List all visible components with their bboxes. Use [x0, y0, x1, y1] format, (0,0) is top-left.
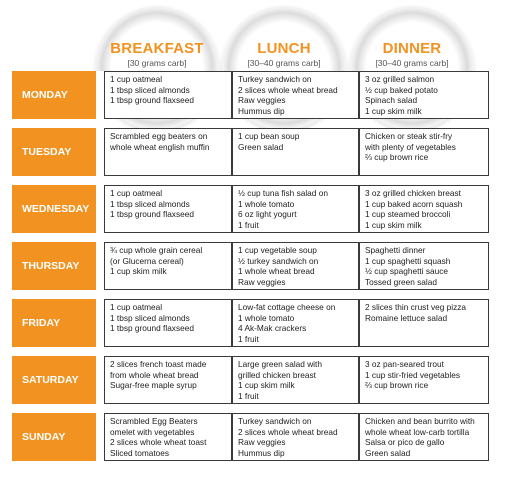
- meal-item: 1 cup oatmeal: [110, 74, 163, 84]
- dinner-title: DINNER: [382, 40, 442, 57]
- day-label: THURSDAY: [12, 242, 96, 290]
- meal-item: 1 cup bean soup: [238, 131, 300, 141]
- lunch-cell: [232, 128, 359, 176]
- breakfast-cell: [104, 356, 232, 404]
- lunch-cell: [232, 299, 359, 347]
- lunch-cell: [232, 413, 359, 461]
- meal-item: ½ cup baked potato: [365, 84, 438, 95]
- dinner-cell: [359, 299, 489, 347]
- day-row-saturday: [12, 356, 489, 404]
- meal-item: Hummus dip: [238, 447, 285, 458]
- day-row-monday: [12, 71, 489, 119]
- meal-item: 1 cup spaghetti squash: [365, 255, 451, 266]
- meal-item: Scrambled Egg Beaters: [110, 416, 198, 426]
- meal-item: with plenty of vegetables: [365, 141, 456, 152]
- meal-item: (or Glucerna cereal): [110, 255, 184, 266]
- day-row-sunday: [12, 413, 489, 461]
- meal-item: 1 whole wheat bread: [238, 266, 315, 277]
- breakfast-title: BREAKFAST: [110, 40, 204, 57]
- meal-item: from whole wheat bread: [110, 369, 199, 380]
- day-row-tuesday: [12, 128, 489, 176]
- meal-item: 1 whole tomato: [238, 312, 295, 323]
- day-label: SUNDAY: [12, 413, 96, 461]
- meal-item: 1 cup skim milk: [365, 219, 422, 230]
- day-label: SATURDAY: [12, 356, 96, 404]
- meal-item: 2 slices french toast made: [110, 359, 207, 369]
- meal-item: Large green salad with: [238, 359, 322, 369]
- meal-item: whole wheat english muffin: [110, 141, 210, 152]
- breakfast-cell: [104, 128, 232, 176]
- meal-item: Salsa or pico de gallo: [365, 437, 445, 448]
- meal-item: whole wheat low-carb tortilla: [365, 426, 470, 437]
- dinner-cell: [359, 413, 489, 461]
- dinner-cell: [359, 185, 489, 233]
- day-label: TUESDAY: [12, 128, 96, 176]
- meal-item: 1 tbsp sliced almonds: [110, 84, 190, 95]
- meal-item: Raw veggies: [238, 437, 286, 448]
- meal-item: 1 cup oatmeal: [110, 302, 163, 312]
- breakfast-cell: [104, 71, 232, 119]
- meal-item: 1 cup vegetable soup: [238, 245, 317, 255]
- dinner-cell: [359, 242, 489, 290]
- lunch-carb-note: [30–40 grams carb]: [247, 58, 321, 68]
- meal-item: 1 cup skim milk: [110, 266, 167, 277]
- meal-item: 1 tbsp ground flaxseed: [110, 323, 194, 334]
- day-row-friday: [12, 299, 489, 347]
- meal-item: ½ cup spaghetti sauce: [365, 266, 449, 277]
- lunch-cell: [232, 242, 359, 290]
- meal-item: Hummus dip: [238, 105, 285, 116]
- meal-item: Low-fat cottage cheese on: [238, 302, 336, 312]
- breakfast-cell: [104, 185, 232, 233]
- meal-item: Tossed green salad: [365, 276, 437, 287]
- meal-item: grilled chicken breast: [238, 369, 316, 380]
- lunch-title: LUNCH: [257, 40, 311, 57]
- meal-item: 1 fruit: [238, 333, 259, 344]
- meal-item: ½ turkey sandwich on: [238, 255, 319, 266]
- meal-item: ⅔ cup brown rice: [365, 380, 429, 391]
- meal-item: 2 slices whole wheat toast: [110, 437, 207, 448]
- meal-item: 1 cup stir-fried vegetables: [365, 369, 461, 380]
- dinner-cell: [359, 356, 489, 404]
- breakfast-cell: [104, 242, 232, 290]
- day-row-thursday: [12, 242, 489, 290]
- meal-item: Turkey sandwich on: [238, 74, 312, 84]
- day-row-wednesday: [12, 185, 489, 233]
- meal-item: Green salad: [238, 141, 284, 152]
- meal-item: Green salad: [365, 447, 411, 458]
- meal-item: 1 cup skim milk: [238, 380, 295, 391]
- day-label: MONDAY: [12, 71, 96, 119]
- meal-item: 3 oz grilled chicken breast: [365, 188, 461, 198]
- meal-item: 1 tbsp ground flaxseed: [110, 95, 194, 106]
- meal-item: Raw veggies: [238, 95, 286, 106]
- meal-item: Sliced tomatoes: [110, 447, 170, 458]
- meal-item: Sugar-free maple syrup: [110, 380, 197, 391]
- day-label: WEDNESDAY: [12, 185, 96, 233]
- meal-item: 1 tbsp ground flaxseed: [110, 209, 194, 220]
- lunch-cell: [232, 356, 359, 404]
- meal-item: Spaghetti dinner: [365, 245, 426, 255]
- meal-item: 4 Ak-Mak crackers: [238, 323, 307, 334]
- meal-item: ⅔ cup brown rice: [365, 152, 429, 163]
- meal-item: 1 fruit: [238, 219, 259, 230]
- lunch-cell: [232, 71, 359, 119]
- breakfast-carb-note: [30 grams carb]: [127, 58, 187, 68]
- meal-item: Spinach salad: [365, 95, 418, 106]
- day-label: FRIDAY: [12, 299, 96, 347]
- meal-item: Romaine lettuce salad: [365, 312, 448, 323]
- meal-item: 1 tbsp sliced almonds: [110, 198, 190, 209]
- dinner-carb-note: [30–40 grams carb]: [375, 58, 449, 68]
- lunch-cell: [232, 185, 359, 233]
- meal-item: 1 cup baked acorn squash: [365, 198, 463, 209]
- meal-item: 1 whole tomato: [238, 198, 295, 209]
- meal-item: 1 cup oatmeal: [110, 188, 163, 198]
- meal-item: 1 cup steamed broccoli: [365, 209, 451, 220]
- meal-item: 1 tbsp sliced almonds: [110, 312, 190, 323]
- meal-item: omelet with vegetables: [110, 426, 195, 437]
- breakfast-cell: [104, 299, 232, 347]
- dinner-cell: [359, 128, 489, 176]
- meal-item: ¾ cup whole grain cereal: [110, 245, 203, 255]
- meal-item: 1 fruit: [238, 390, 259, 401]
- dinner-cell: [359, 71, 489, 119]
- meal-item: 6 oz light yogurt: [238, 209, 297, 220]
- meal-item: 2 slices thin crust veg pizza: [365, 302, 466, 312]
- meal-item: 3 oz pan-seared trout: [365, 359, 444, 369]
- meal-item: Turkey sandwich on: [238, 416, 312, 426]
- meal-item: Raw veggies: [238, 276, 286, 287]
- meal-item: 2 slices whole wheat bread: [238, 426, 338, 437]
- meal-item: Chicken or steak stir-fry: [365, 131, 453, 141]
- meal-item: Chicken and bean burrito with: [365, 416, 475, 426]
- meal-item: 1 cup skim milk: [365, 105, 422, 116]
- meal-item: ½ cup tuna fish salad on: [238, 188, 328, 198]
- meal-item: 2 slices whole wheat bread: [238, 84, 338, 95]
- breakfast-cell: [104, 413, 232, 461]
- meal-item: Scrambled egg beaters on: [110, 131, 208, 141]
- meal-item: 3 oz grilled salmon: [365, 74, 435, 84]
